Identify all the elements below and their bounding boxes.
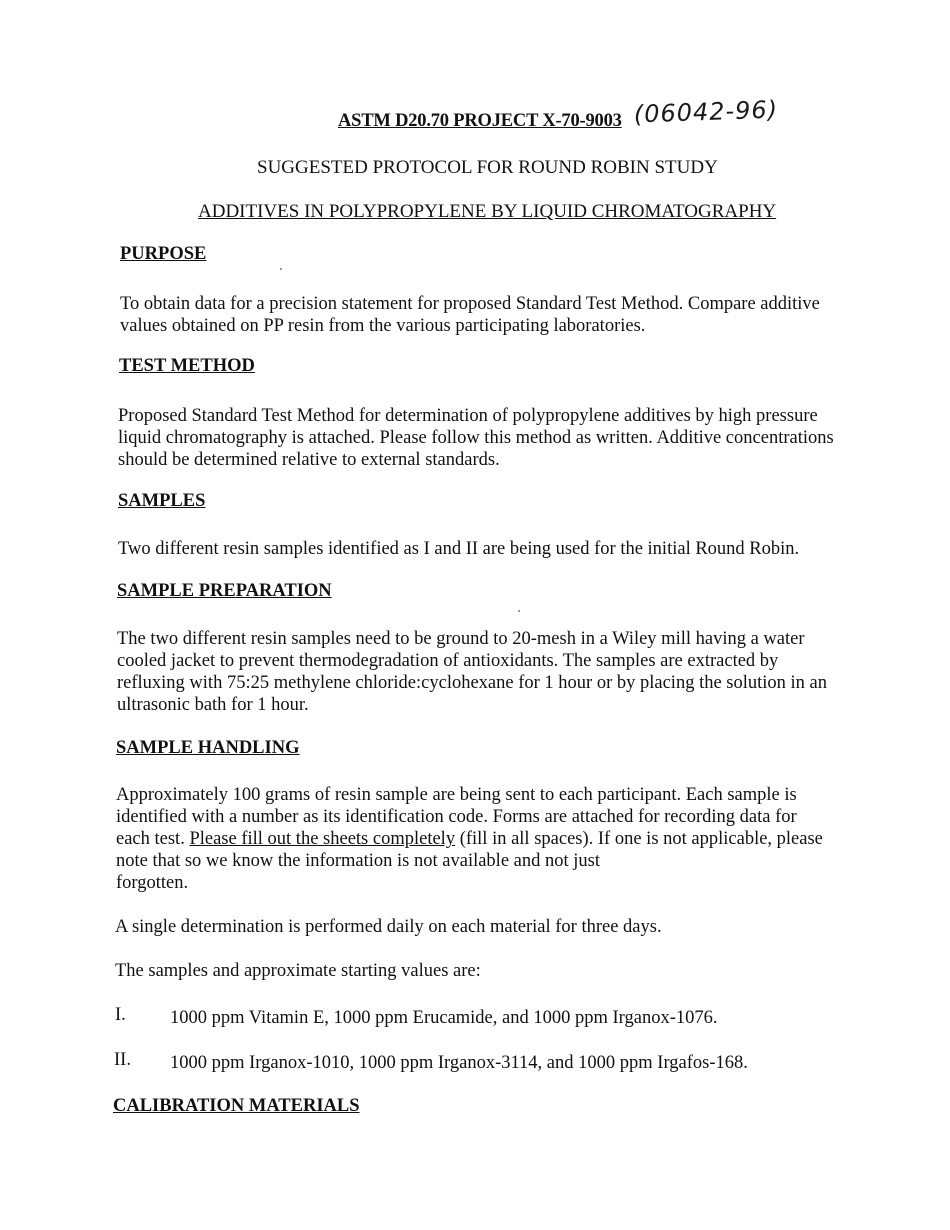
samples-paragraph xyxy=(118,538,799,560)
samples-line: Two different resin samples identified as I and II are being used for the initial Round Robin. xyxy=(118,539,800,559)
sample-handling-paragraph xyxy=(116,784,823,894)
samples-intro-text: The samples and approximate starting values are: xyxy=(115,961,481,981)
list-item-number: II. xyxy=(114,1050,131,1070)
purpose-line: To obtain data for a precision statement for proposed Standard Test Method. Compare additive xyxy=(120,294,820,314)
list-item-number: I. xyxy=(115,1005,126,1025)
purpose-line: values obtained on PP resin from the various participating laboratories. xyxy=(120,316,646,336)
list-item-text: 1000 ppm Irganox-1010, 1000 ppm Irganox-3114, and 1000 ppm Irgafos-168. xyxy=(170,1053,748,1073)
test-method-heading: TEST METHOD xyxy=(119,356,255,376)
scan-speck xyxy=(280,268,282,270)
sample-handling-line: identified with a number as its identification code. Forms are attached for recording data for xyxy=(116,807,797,827)
test-method-paragraph xyxy=(118,405,834,471)
sample-preparation-line: The two different resin samples need to be ground to 20-mesh in a Wiley mill having a water xyxy=(117,629,805,649)
sample-handling-line: note that so we know the information is not available and not just xyxy=(116,851,600,871)
sample-handling-line-3-post: (fill in all spaces). If one is not applicable, please xyxy=(455,829,823,849)
sample-preparation-line: cooled jacket to prevent thermodegradation of antioxidants. The samples are extracted by xyxy=(117,651,779,671)
sample-preparation-heading: SAMPLE PREPARATION xyxy=(117,581,332,601)
sample-handling-line: forgotten. xyxy=(116,873,189,893)
sample-preparation-line: ultrasonic bath for 1 hour. xyxy=(117,695,309,715)
sample-handling-heading: SAMPLE HANDLING xyxy=(116,738,300,758)
document-subtitle: SUGGESTED PROTOCOL FOR ROUND ROBIN STUDY xyxy=(257,157,718,178)
test-method-line: liquid chromatography is attached. Please follow this method as written. Additive concentrations xyxy=(118,428,834,448)
purpose-paragraph xyxy=(120,293,820,337)
calibration-materials-heading: CALIBRATION MATERIALS xyxy=(113,1096,360,1116)
document-title: ASTM D20.70 PROJECT X-70-9003 xyxy=(338,111,622,131)
sample-handling-line-3 xyxy=(116,828,823,850)
sample-handling-line: Approximately 100 grams of resin sample are being sent to each participant. Each sample is xyxy=(116,785,797,805)
sample-preparation-line: refluxing with 75:25 methylene chloride:cyclohexane for 1 hour or by placing the solution in an xyxy=(117,673,828,693)
test-method-line: Proposed Standard Test Method for determination of polypropylene additives by high pressure xyxy=(118,406,818,426)
document-subtitle-2: ADDITIVES IN POLYPROPYLENE BY LIQUID CHROMATOGRAPHY xyxy=(198,201,777,222)
sample-preparation-paragraph xyxy=(117,628,827,716)
handwritten-note: (06042-96) xyxy=(633,95,779,129)
samples-heading: SAMPLES xyxy=(118,491,206,511)
list-item-text: 1000 ppm Vitamin E, 1000 ppm Erucamide, and 1000 ppm Irganox-1076. xyxy=(170,1008,718,1028)
fill-out-instruction: Please fill out the sheets completely xyxy=(189,829,456,849)
purpose-heading: PURPOSE xyxy=(120,244,207,264)
test-method-line: should be determined relative to external standards. xyxy=(118,450,500,470)
scan-speck xyxy=(518,610,520,612)
sample-handling-line-3-pre: each test. xyxy=(116,829,190,849)
daily-determination-text: A single determination is performed daily on each material for three days. xyxy=(115,917,662,937)
title-row xyxy=(338,95,779,132)
